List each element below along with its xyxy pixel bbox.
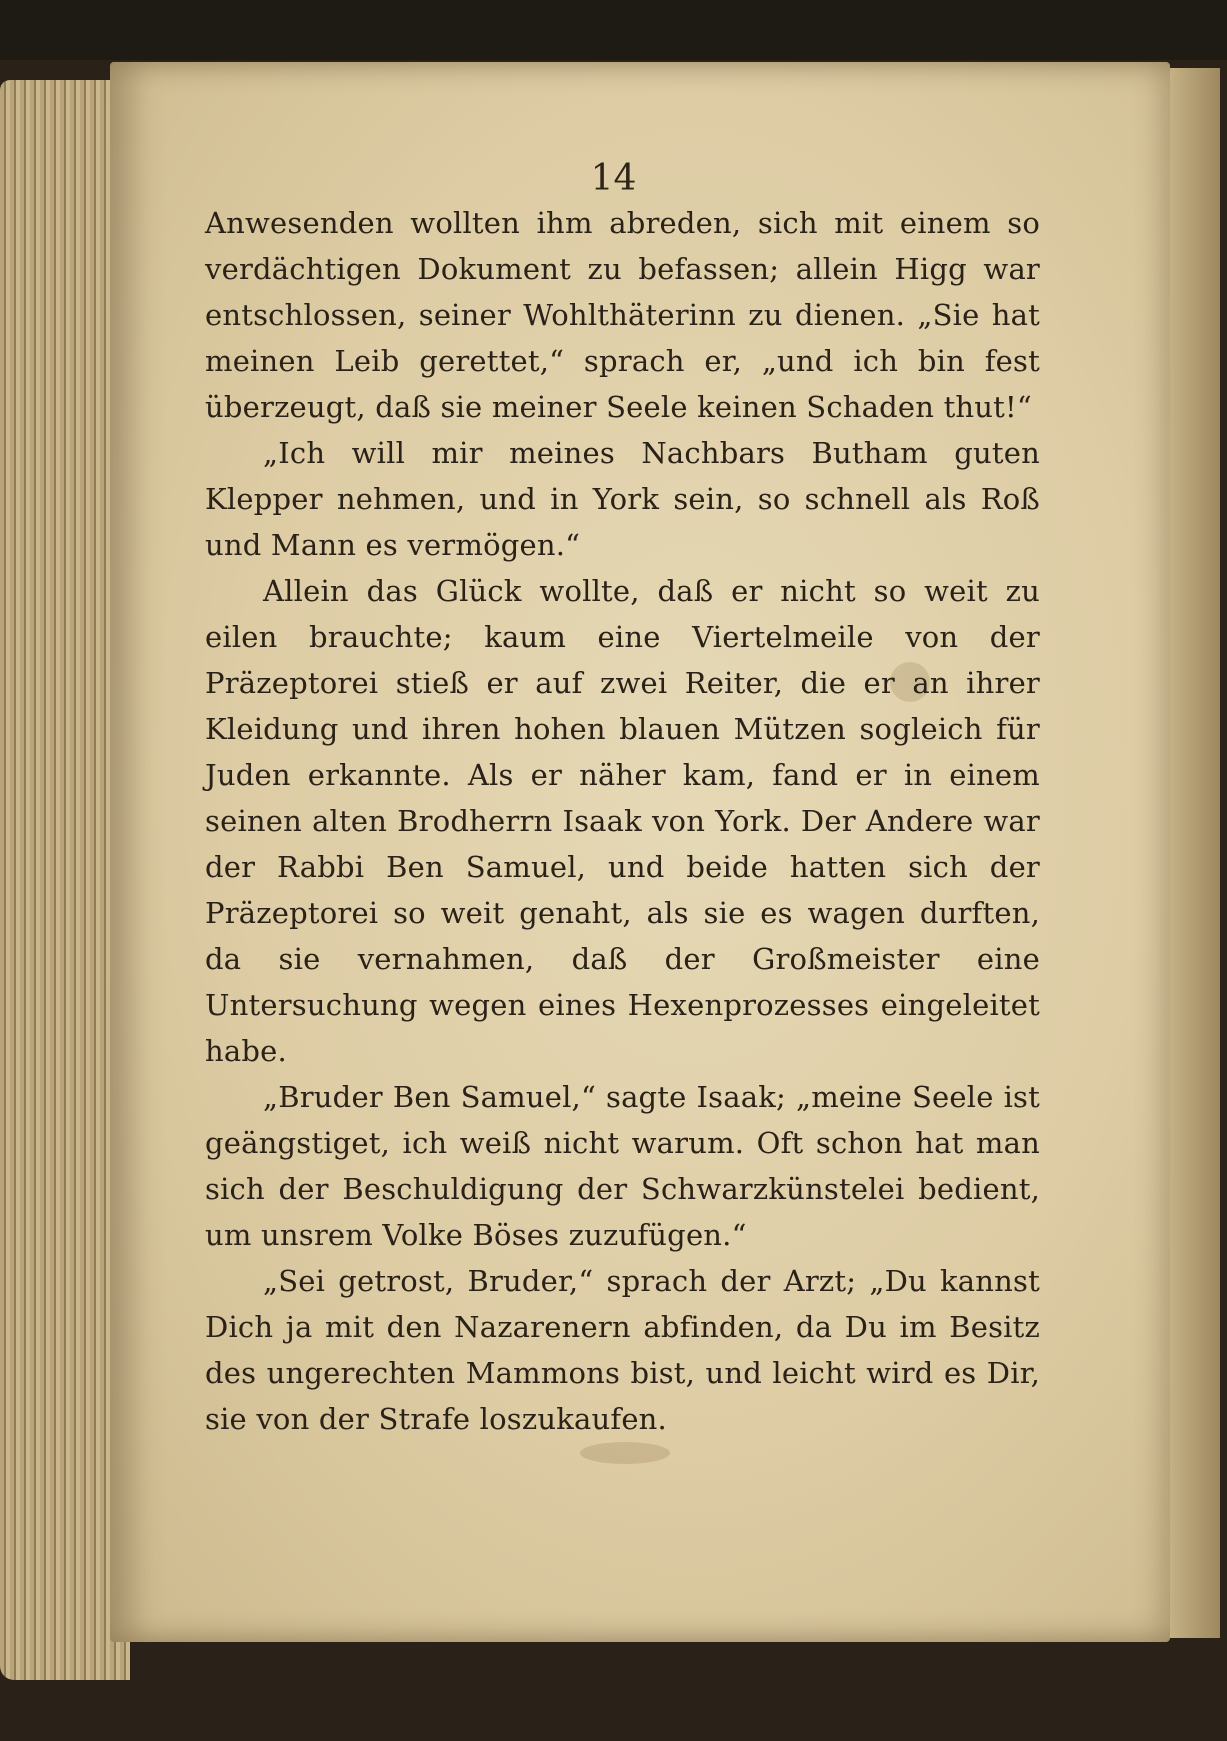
paragraph: „Bruder Ben Samuel,“ sagte Isaak; „meine Seele ist geängstiget, ich weiß nicht warum. Oft schon hat man sich der Beschuldigung der Schwarzkünstelei bedient, um unsrem Volke Böses zuzufügen.“: [205, 1080, 1040, 1252]
paragraph: „Ich will mir meines Nachbars Butham guten Klepper nehmen, und in York sein, so schnell als Roß und Mann es vermögen.“: [205, 436, 1040, 562]
page-number: 14: [590, 158, 637, 199]
page-text: [205, 200, 1040, 1442]
paragraph: „Sei getrost, Bruder,“ sprach der Arzt; „Du kannst Dich ja mit den Nazarenern abfinden, da Du im Besitz des ungerechten Mammons bist, und leicht wird es Dir, sie von der Strafe loszukaufen.: [205, 1264, 1040, 1436]
paragraph: Allein das Glück wollte, daß er nicht so weit zu eilen brauchte; kaum eine Viertelmeile von der Präzeptorei stieß er auf zwei Reiter, die er an ihrer Kleidung und ihren hohen blauen Mützen sogleich für Juden erkannte. Als er näher kam, fand er in einem seinen alten Brodherrn Isaak von York. Der Andere war der Rabbi Ben Samuel, und beide hatten sich der Präzeptorei so weit genaht, als sie es wagen durften, da sie vernahmen, daß der Großmeister eine Untersuchung wegen eines Hexenprozesses eingeleitet habe.: [205, 574, 1040, 1068]
paragraph: Anwesenden wollten ihm abreden, sich mit einem so verdächtigen Dokument zu befassen; allein Higg war entschlossen, seiner Wohlthäterinn zu dienen. „Sie hat meinen Leib gerettet,“ sprach er, „und ich bin fest überzeugt, daß sie meiner Seele keinen Schaden thut!“: [205, 206, 1040, 424]
paper-stain: [580, 1442, 670, 1464]
